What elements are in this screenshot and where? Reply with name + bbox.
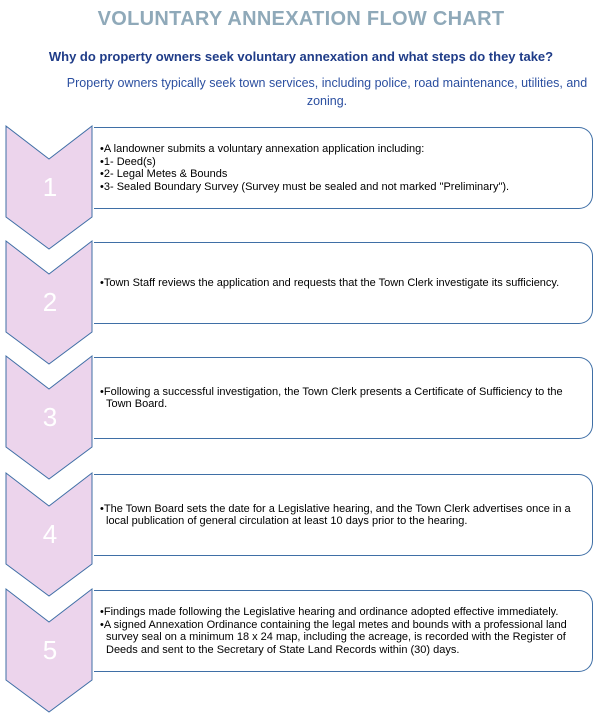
subtitle-question: Why do property owners seek voluntary annexation and what steps do they take? xyxy=(48,49,554,64)
step-number: 5 xyxy=(42,635,58,665)
step-number: 4 xyxy=(42,519,58,549)
step-text-box xyxy=(94,590,593,672)
step-chevron xyxy=(4,588,96,713)
step-bullet: •A landowner submits a voluntary annexation application including: xyxy=(100,143,425,155)
step-bullet: •Following a successful investigation, the Town Clerk presents a Certificate of Sufficiency to the Town Board. xyxy=(100,385,563,410)
step-bullet: •A signed Annexation Ordinance containing the legal metes and bounds with a professional land survey seal on a minimum 18 x 24 map, including the acreage, is recorded with the Register of Deeds and sent to the Secretary of State Land Records within (30) days. xyxy=(100,618,567,656)
step-chevron xyxy=(4,355,96,480)
step-bullet: •The Town Board sets the date for a Legislative hearing, and the Town Clerk advertises once in a local publication of general circulation at least 10 days prior to the hearing. xyxy=(100,502,571,527)
step-bullet: •Town Staff reviews the application and requests that the Town Clerk investigate its sufficiency. xyxy=(100,276,560,289)
step-chevron xyxy=(4,240,96,365)
step-bullet: •1- Deed(s) xyxy=(100,155,156,168)
step-number: 3 xyxy=(42,402,58,432)
step-chevron xyxy=(4,125,96,250)
step-number: 1 xyxy=(42,172,58,202)
step-chevron xyxy=(4,472,96,597)
step-text-box xyxy=(94,242,593,324)
step-bullet: •Findings made following the Legislative hearing and ordinance adopted effective immediately. xyxy=(100,606,559,618)
step-text-box xyxy=(94,127,593,209)
step-number: 2 xyxy=(42,287,58,317)
step-bullet: •3- Sealed Boundary Survey (Survey must be sealed and not marked "Preliminary"). xyxy=(100,180,510,193)
page-title: VOLUNTARY ANNEXATION FLOW CHART xyxy=(97,8,505,30)
step-text-box xyxy=(94,357,593,439)
step-bullet: •2- Legal Metes & Bounds xyxy=(100,168,228,180)
intro-text: Property owners typically seek town services, including police, road maintenance, utilities, and zoning. xyxy=(66,76,588,108)
step-text-box xyxy=(94,474,593,556)
